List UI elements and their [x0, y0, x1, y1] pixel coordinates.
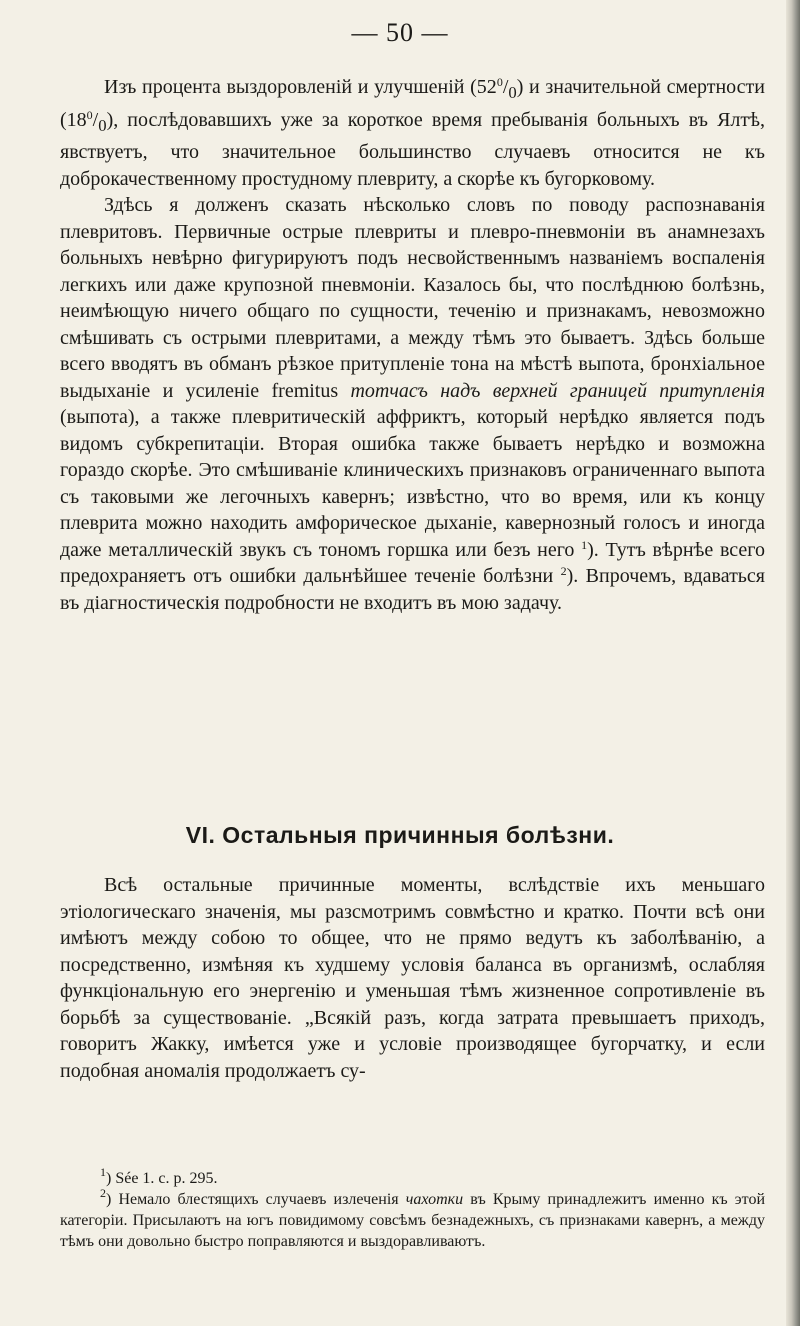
- page-edge: [786, 0, 800, 1326]
- paragraph-2: Здѣсь я долженъ сказать нѣсколько словъ по поводу распознаванія плевритовъ. Первичные острые плевриты и плевро-пневмоніи въ анамнезахъ больныхъ невѣрно фигурируютъ подъ несвойственнымъ названіемъ воспаленія легкихъ или даже крупозной пневмоніи. Казалось бы, что послѣднюю болѣзнь, неимѣющую ничего общаго по сущности, теченію и признакамъ, невозможно смѣшивать съ острыми плевритами, а между тѣмъ это бываетъ. Здѣсь больше всего вводятъ въ обманъ рѣзкое притупленіе тона на мѣстѣ выпота, бронхіальное выдыханіе и усиленіе fremitus тотчасъ надъ верхней границей притупленія (выпота), а также плевритическій аффриктъ, который нерѣдко является подъ видомъ субкрепитаціи. Вторая ошибка также бываетъ нерѣдко и возможна гораздо скорѣе. Это смѣшиваніе клиническихъ признаковъ ограниченнаго выпота съ таковыми же легочныхъ кавернъ; извѣстно, что во время, или къ концу плеврита можно находить амфорическое дыханіе, кавернозный голосъ и иногда даже металлическій звукъ съ тономъ горшка или безъ него $^1$). Тутъ вѣрнѣе всего предохраняетъ отъ ошибки дальнѣйшее теченіе болѣзни $^2$). Впрочемъ, вдаваться въ діагностическія подробности не входитъ въ мою задачу.: [60, 194, 766, 614]
- paragraph-3: Всѣ остальные причинные моменты, вслѣдствіе ихъ меньшаго этіологическаго значенія, мы разсмотримъ совмѣстно и кратко. Почти всѣ они имѣютъ между собою то общее, что не прямо ведутъ къ заболѣванію, а посредственно, измѣняя къ худшему условія баланса въ организмѣ, ослабляя функціональную его энергенію и уменьшая тѣмъ жизненное сопротивленіе въ борьбѣ за существованіе. „Всякій разъ, когда затрата превышаетъ приходъ, говоритъ Жакку, имѣется уже и условіе производящее бугорчатку, и если подобная аномалія продолжаетъ су-: [60, 874, 765, 1082]
- paragraph-1: Изъ процента выздоровленій и улучшеній $(52^0/_0)$ и значительной смертности $(18^0/_0)$, послѣдовавшихъ уже за короткое время пребыванія больныхъ въ Ялтѣ, явствуетъ, что значительное большинство случаевъ относится не къ доброкачественному простудному плевриту, а скорѣе къ бугорковому.: [60, 75, 765, 190]
- page-number: — 50 —: [351, 18, 449, 47]
- body-text-top: [60, 74, 765, 616]
- footnote-ref-1: 1: [581, 537, 588, 552]
- footnote-ref-2: 2: [560, 564, 567, 578]
- footnote-2: $^2$) Немало блестящихъ случаевъ излеченія чахотки въ Крыму принадлежитъ именно къ этой категоріи. Присылаютъ на югъ повидимому совсѣмъ безнадежныхъ, съ признаками кавернъ, а между тѣмъ они довольно быстро поправляются и выздоравливаютъ.: [60, 1186, 766, 1250]
- body-text-bottom: [60, 872, 765, 1084]
- section-heading: VI. Остальныя причинныя болѣзни.: [185, 822, 615, 848]
- footnote-1: $^1$) Sée 1. c. p. 295.: [100, 1165, 218, 1187]
- emphasis-text: тотчасъ надъ верхней границей притупленія: [350, 379, 765, 402]
- footnotes: [60, 1165, 766, 1252]
